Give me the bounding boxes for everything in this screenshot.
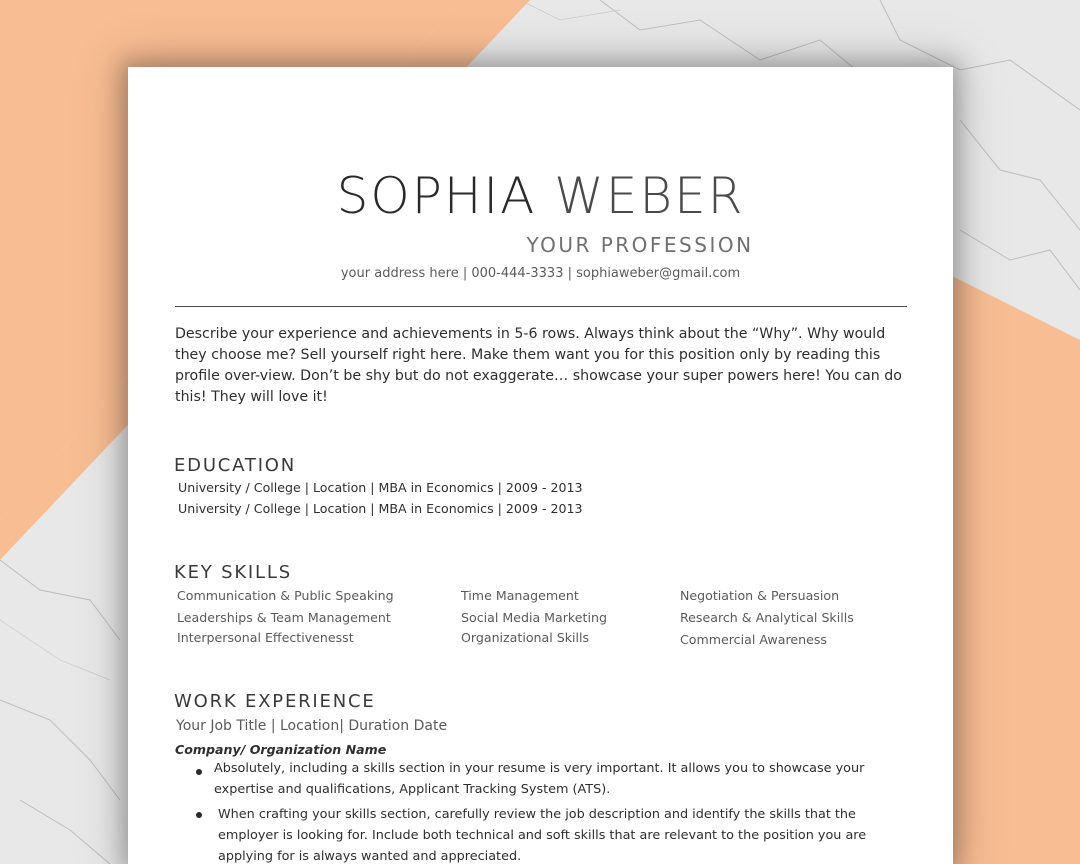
skill-item: Commercial Awareness	[680, 632, 827, 647]
skill-item: Interpersonal Effectivenesst	[177, 630, 354, 645]
skill-item: Negotiation & Persuasion	[680, 588, 840, 603]
education-entry: University / College | Location | MBA in Economics | 2009 - 2013	[178, 480, 583, 495]
experience-bullet: When crafting your skills section, carefully review the job description and identify the skills that the employer is looking for. Include both technical and soft skills that are relevant to the position you are applying for is always wanted and appreciated.	[218, 807, 867, 864]
resume-name	[128, 167, 953, 225]
skill-item: Leaderships & Team Management	[177, 610, 391, 625]
education-entry: University / College | Location | MBA in Economics | 2009 - 2013	[178, 501, 583, 516]
work-experience-heading: WORK EXPERIENCE	[174, 691, 376, 712]
profile-summary: Describe your experience and achievements in 5-6 rows. Always think about the “Why”. Why would they choose me? Sell yourself right here. Make them want you for this position only by reading this profile over-view. Don’t be shy but do not exaggerate… showcase your super powers here! You can do this! They will love it!	[175, 326, 902, 405]
key-skills-heading: KEY SKILLS	[174, 562, 292, 583]
skill-item: Time Management	[461, 588, 579, 603]
skill-item: Communication & Public Speaking	[177, 588, 394, 603]
experience-bullet: Absolutely, including a skills section in your resume is very important. It allows you to showcase your expertise and qualifications, Applicant Tracking System (ATS).	[214, 761, 865, 797]
bullet-icon	[196, 769, 202, 775]
skill-item: Research & Analytical Skills	[680, 610, 854, 625]
skill-item: Social Media Marketing	[461, 610, 607, 625]
header-divider	[175, 306, 907, 307]
peach-shape-right	[940, 270, 1080, 864]
education-heading: EDUCATION	[174, 455, 297, 476]
skill-item: Organizational Skills	[461, 630, 590, 645]
company-name: Company/ Organization Name	[175, 742, 387, 757]
job-title-line: Your Job Title | Location| Duration Date	[176, 718, 448, 734]
first-name: SOPHIA	[336, 167, 537, 225]
resume-page	[128, 67, 953, 864]
bullet-icon	[196, 812, 202, 818]
contact-line: your address here | 000-444-3333 | sophiaweber@gmail.com	[340, 266, 741, 281]
profession-title: YOUR PROFESSION	[526, 233, 754, 257]
last-name: WEBER	[554, 167, 745, 225]
